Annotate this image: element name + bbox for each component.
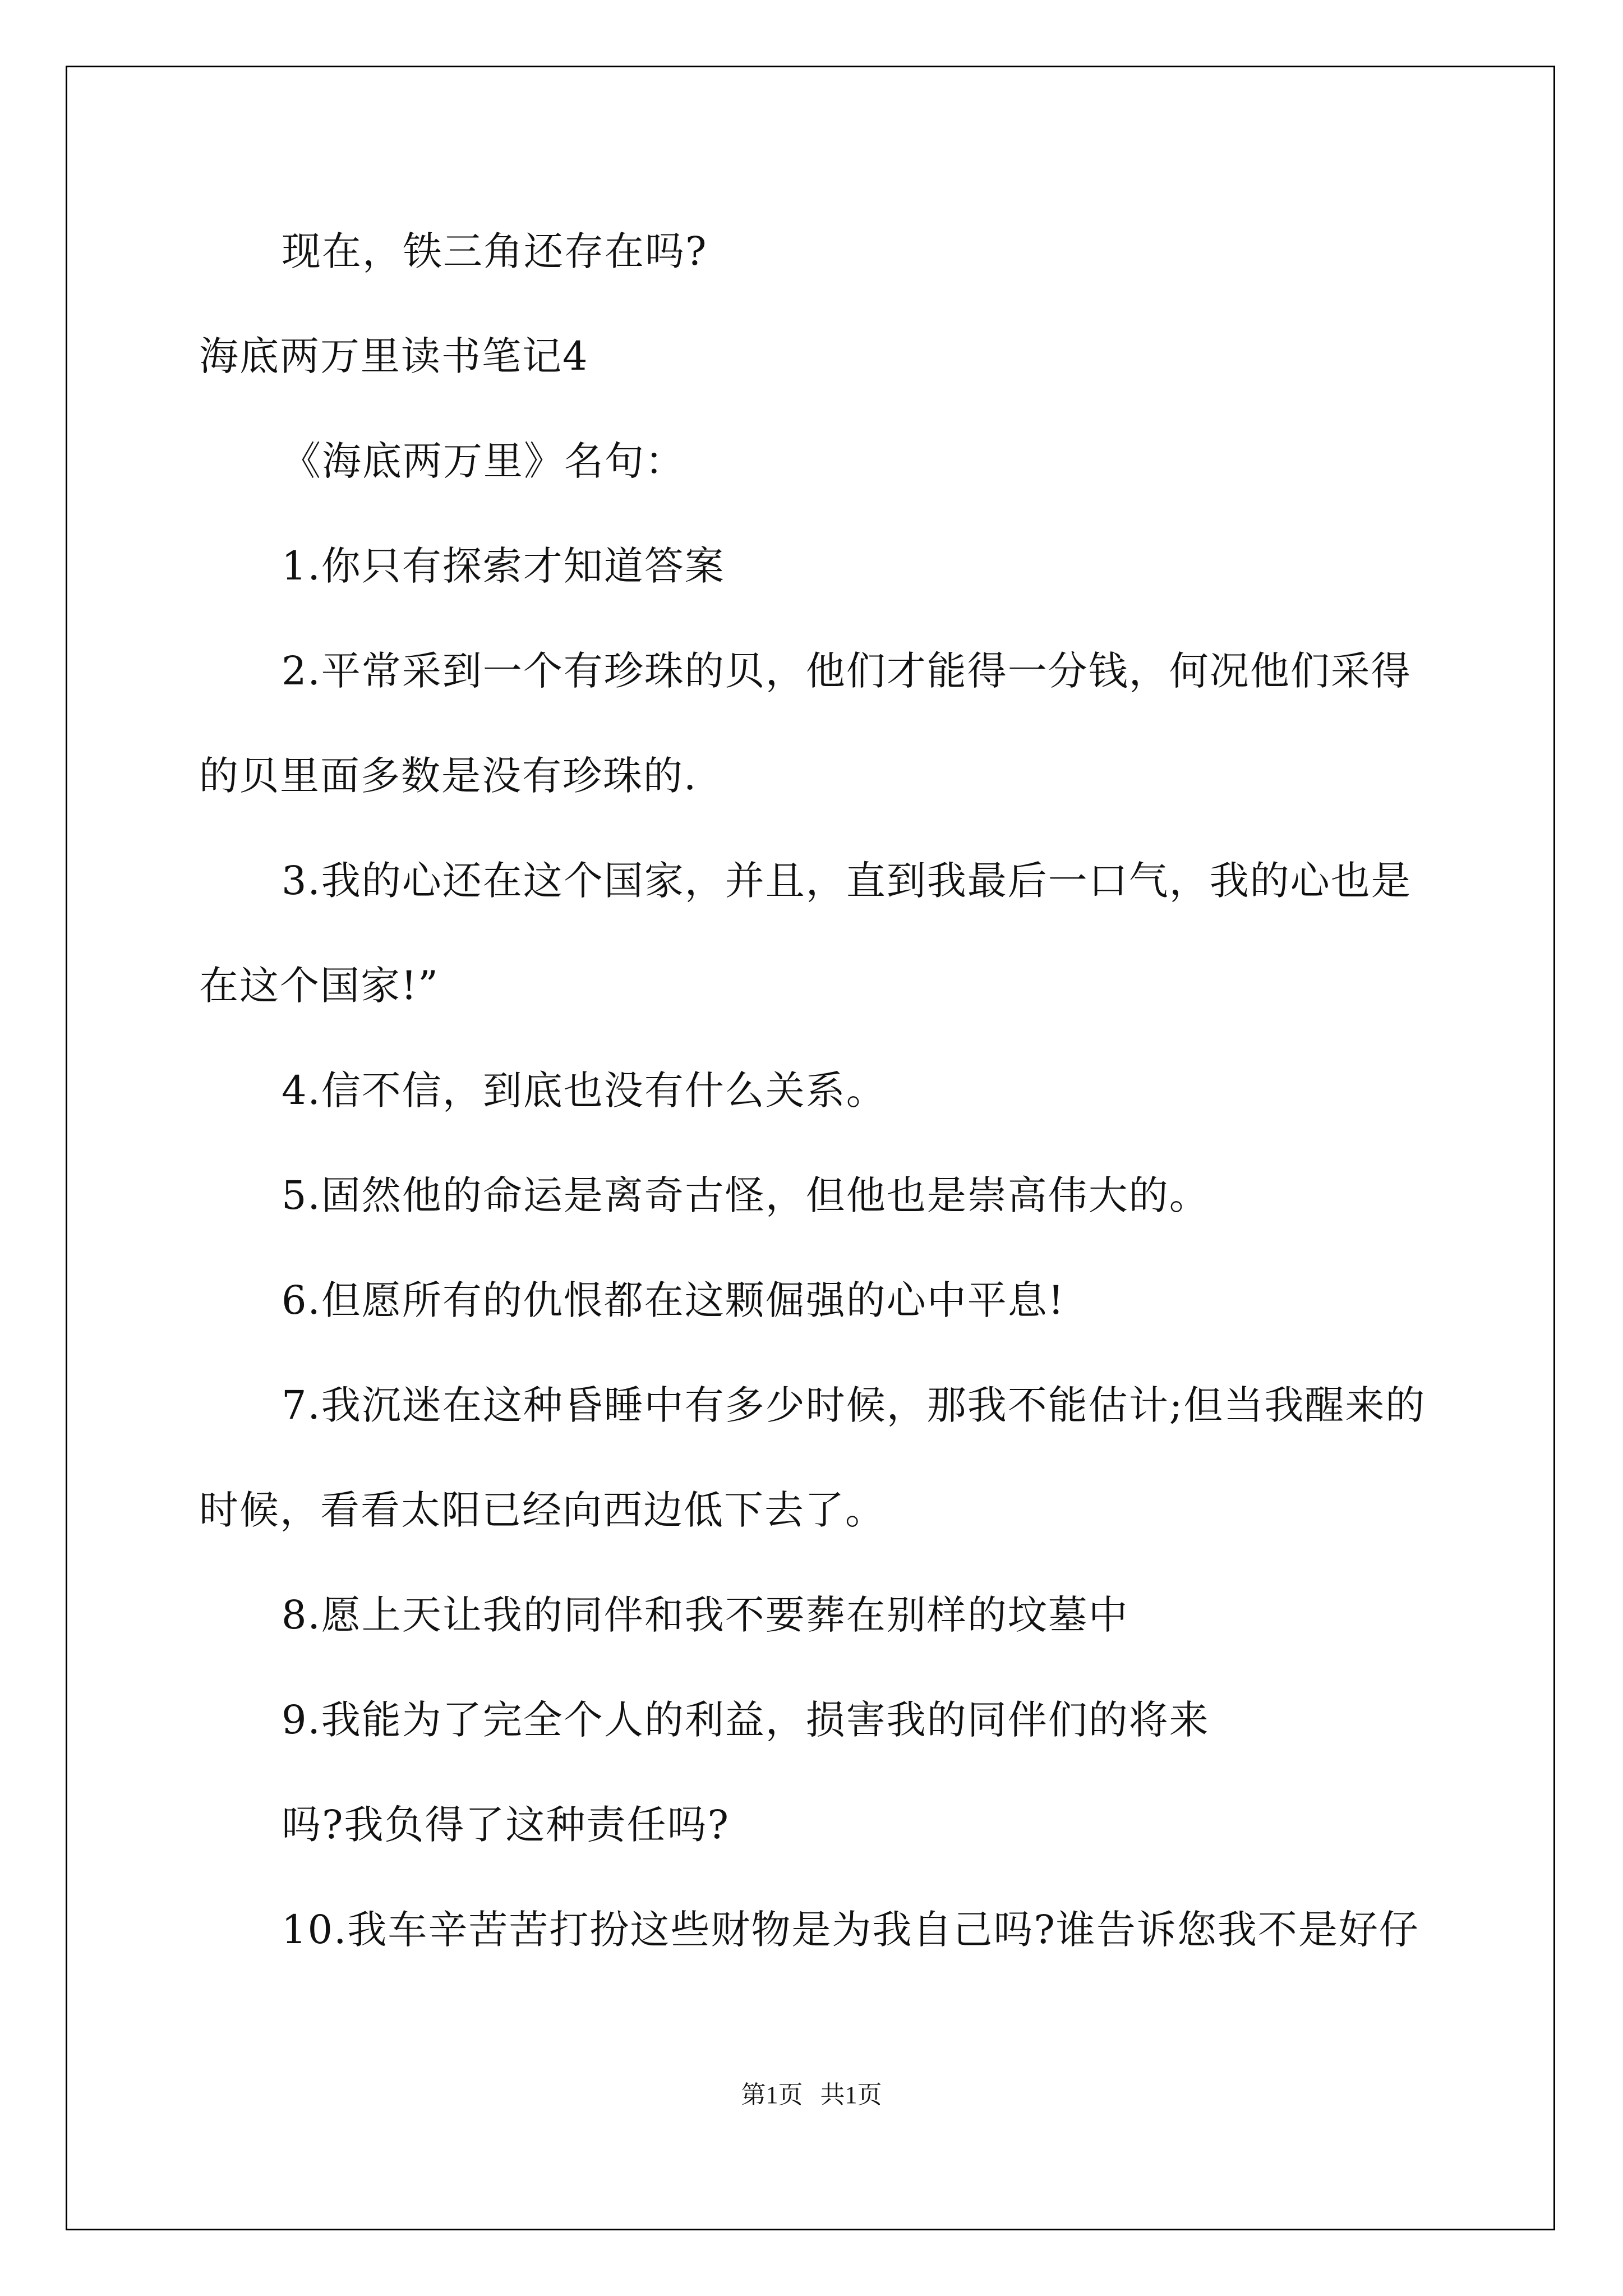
list-item: 5.固然他的命运是离奇古怪，但他也是崇高伟大的。 <box>282 1172 1210 1218</box>
list-item: 9.我能为了完全个人的利益，损害我的同伴们的将来 <box>282 1697 1210 1743</box>
list-item: 2.平常采到一个有珍珠的贝，他们才能得一分钱，何况他们采得 <box>282 648 1412 694</box>
page-footer <box>0 2078 1623 2112</box>
page-number: 第1页 <box>741 2081 803 2109</box>
list-item: 3.我的心还在这个国家，并且，直到我最后一口气，我的心也是 <box>282 858 1412 904</box>
list-item: 6.但愿所有的仇恨都在这颗倔强的心中平息! <box>282 1277 1065 1323</box>
list-item-continuation: 时候，看看太阳已经向西边低下去了。 <box>199 1487 886 1533</box>
list-item-continuation: 的贝里面多数是没有珍珠的. <box>199 753 698 799</box>
list-item: 4.信不信，到底也没有什么关系。 <box>282 1068 887 1114</box>
section-heading: 海底两万里读书笔记4 <box>199 333 589 379</box>
list-item-continuation: 在这个国家!” <box>199 963 439 1009</box>
page-total: 共1页 <box>820 2081 882 2109</box>
text-line: 现在，铁三角还存在吗? <box>282 228 708 274</box>
list-item: 7.我沉迷在这种昏睡中有多少时候，那我不能估计;但当我醒来的 <box>282 1382 1426 1428</box>
list-item: 8.愿上天让我的同伴和我不要葬在别样的坟墓中 <box>282 1592 1129 1638</box>
list-item: 1.你只有探索才知道答案 <box>282 543 725 589</box>
list-item: 10.我车辛苦苦打扮这些财物是为我自己吗?谁告诉您我不是好仔 <box>282 1907 1419 1953</box>
text-line: 《海底两万里》名句： <box>282 438 685 484</box>
list-item-continuation: 吗?我负得了这种责任吗? <box>282 1802 730 1848</box>
